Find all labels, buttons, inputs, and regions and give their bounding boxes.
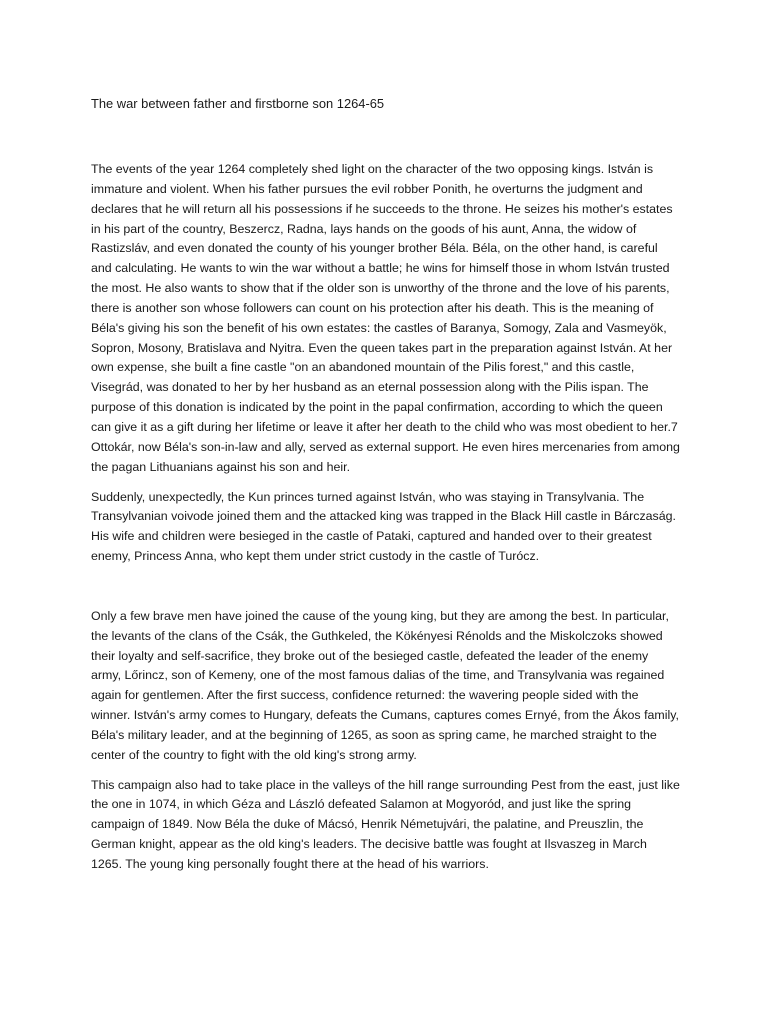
paragraph-2: Suddenly, unexpectedly, the Kun princes turned against István, who was staying in Transylvania. The Transylvanian voivode joined them and the attacked king was trapped in the Black Hill castle in Bárczaság. His wife and children were besieged in the castle of Pataki, captured and handed over to their greatest enemy, Princess Anna, who kept them under strict custody in the castle of Turócz. <box>91 489 676 564</box>
paragraph-1: The events of the year 1264 completely shed light on the character of the two opposing kings. István is immature and violent. When his father pursues the evil robber Ponith, he overturns the judgment and declares that he will return all his possessions if he succeeds to the throne. He seizes his mother's estates in his part of the country, Beszercz, Radna, lays hands on the goods of his aunt, Anna, the widow of Rastizsláv, and even donated the county of his younger brother Béla. Béla, on the other hand, is careful and calculating. He wants to win the war without a battle; he wins for himself those in whom István trusted the most. He also wants to show that if the older son is unworthy of the throne and the love of his parents, there is another son whose followers can count on his protection after his death. This is the meaning of Béla's giving his son the benefit of his own estates: the castles of Baranya, Somogy, Zala and Vasmeyök, Sopron, Mosony, Bratislava and Nyitra. Even the queen takes part in the preparation against István. At her own expense, she built a fine castle "on an abandoned mountain of the Pilis forest," and this castle, Visegrád, was donated to her by her husband as an eternal possession along with the Pilis ispan. The purpose of this donation is indicated by the point in the papal confirmation, according to which the queen can give it as a gift during her lifetime or leave it after her death to the child who was most obedient to her.7 Ottokár, now Béla's son-in-law and ally, served as external support. He even hires mercenaries from among the pagan Lithuanians against his son and heir. <box>91 162 680 474</box>
spacer <box>91 567 681 607</box>
paragraph-4: This campaign also had to take place in the valleys of the hill range surrounding Pest from the east, just like the one in 1074, in which Géza and László defeated Salamon at Mogyoród, and just like the spring campaign of 1849. Now Béla the duke of Mácsó, Henrik Németujvári, the palatine, and Preuszlin, the German knight, appear as the old king's leaders. The decisive battle was fought at Ilsvaszeg in March 1265. The young king personally fought there at the head of his warriors. <box>91 777 680 871</box>
document-title: The war between father and firstborne son 1264-65 <box>91 96 385 111</box>
spacer <box>91 766 681 776</box>
paragraph-3: Only a few brave men have joined the cause of the young king, but they are among the best. In particular, the levants of the clans of the Csák, the Guthkeled, the Kökényesi Rénolds and the Miskolczoks showed their loyalty and self-sacrifice, they broke out of the besieged castle, defeated the leader of the enemy army, Lőrincz, son of Kemeny, one of the most famous dalias of the time, and Transylvania was regained again for gentlemen. After the first success, confidence returned: the wavering people sided with the winner. István's army comes to Hungary, defeats the Cumans, captures comes Ernyé, from the Ákos family, Béla's military leader, and at the beginning of 1265, as soon as spring came, he marched straight to the center of the country to fight with the old king's strong army. <box>91 608 679 762</box>
spacer <box>91 114 681 160</box>
spacer <box>91 478 681 488</box>
document-body <box>91 94 681 875</box>
